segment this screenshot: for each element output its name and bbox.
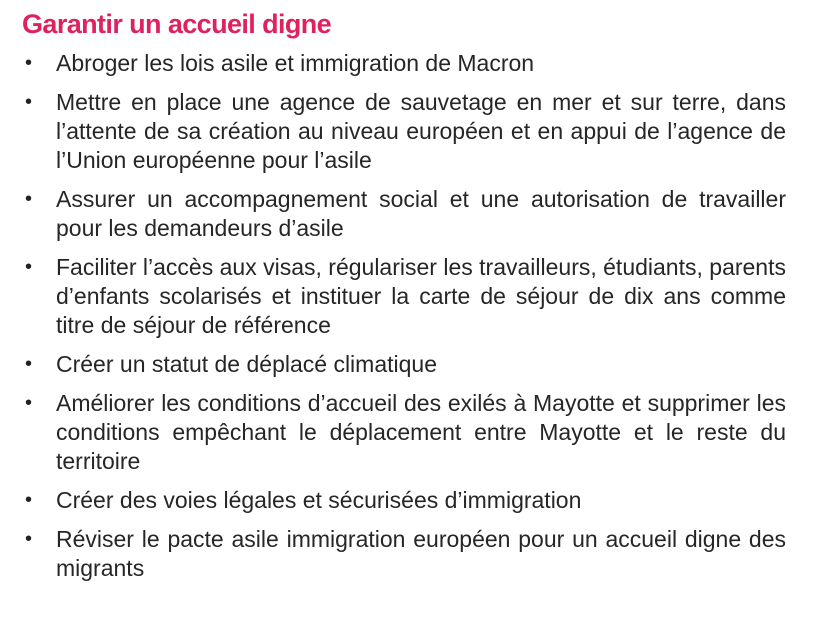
list-item [0,350,819,379]
list-item [0,253,819,340]
bullet-icon: • [25,52,33,74]
section-title: Garantir un accueil digne [22,9,332,39]
list-item-text: Mettre en place une agence de sauvetage en mer et sur terre, dans l’attente de sa création au niveau européen et en appui de l’agence de l’Union européenne pour l’asile [56,89,786,173]
bullet-icon: • [25,528,33,550]
list-item-text: Assurer un accompagnement social et une autorisation de travailler pour les demandeurs d’asile [56,186,786,241]
list-item-text: Réviser le pacte asile immigration européen pour un accueil digne des migrants [56,526,786,581]
bullet-icon: • [25,91,33,113]
list-item-text: Abroger les lois asile et immigration de Macron [56,50,535,76]
list-item-text: Créer un statut de déplacé climatique [56,351,437,377]
list-item [0,389,819,476]
bullet-icon: • [25,353,33,375]
list-item [0,525,819,583]
list-item [0,49,819,78]
list-item-text: Améliorer les conditions d’accueil des exilés à Mayotte et supprimer les conditions empêchant le déplacement entre Mayotte et le reste du territoire [56,390,786,474]
list-item [0,185,819,243]
bullet-icon: • [25,392,33,414]
list-item-text: Créer des voies légales et sécurisées d’immigration [56,487,582,513]
list-item [0,88,819,175]
list-item-text: Faciliter l’accès aux visas, régulariser les travailleurs, étudiants, parents d’enfants scolarisés et instituer la carte de séjour de dix ans comme titre de séjour de référence [56,254,786,338]
bullet-icon: • [25,256,33,278]
bullet-icon: • [25,188,33,210]
list-item [0,486,819,515]
proposal-list [0,49,819,593]
bullet-icon: • [25,489,33,511]
